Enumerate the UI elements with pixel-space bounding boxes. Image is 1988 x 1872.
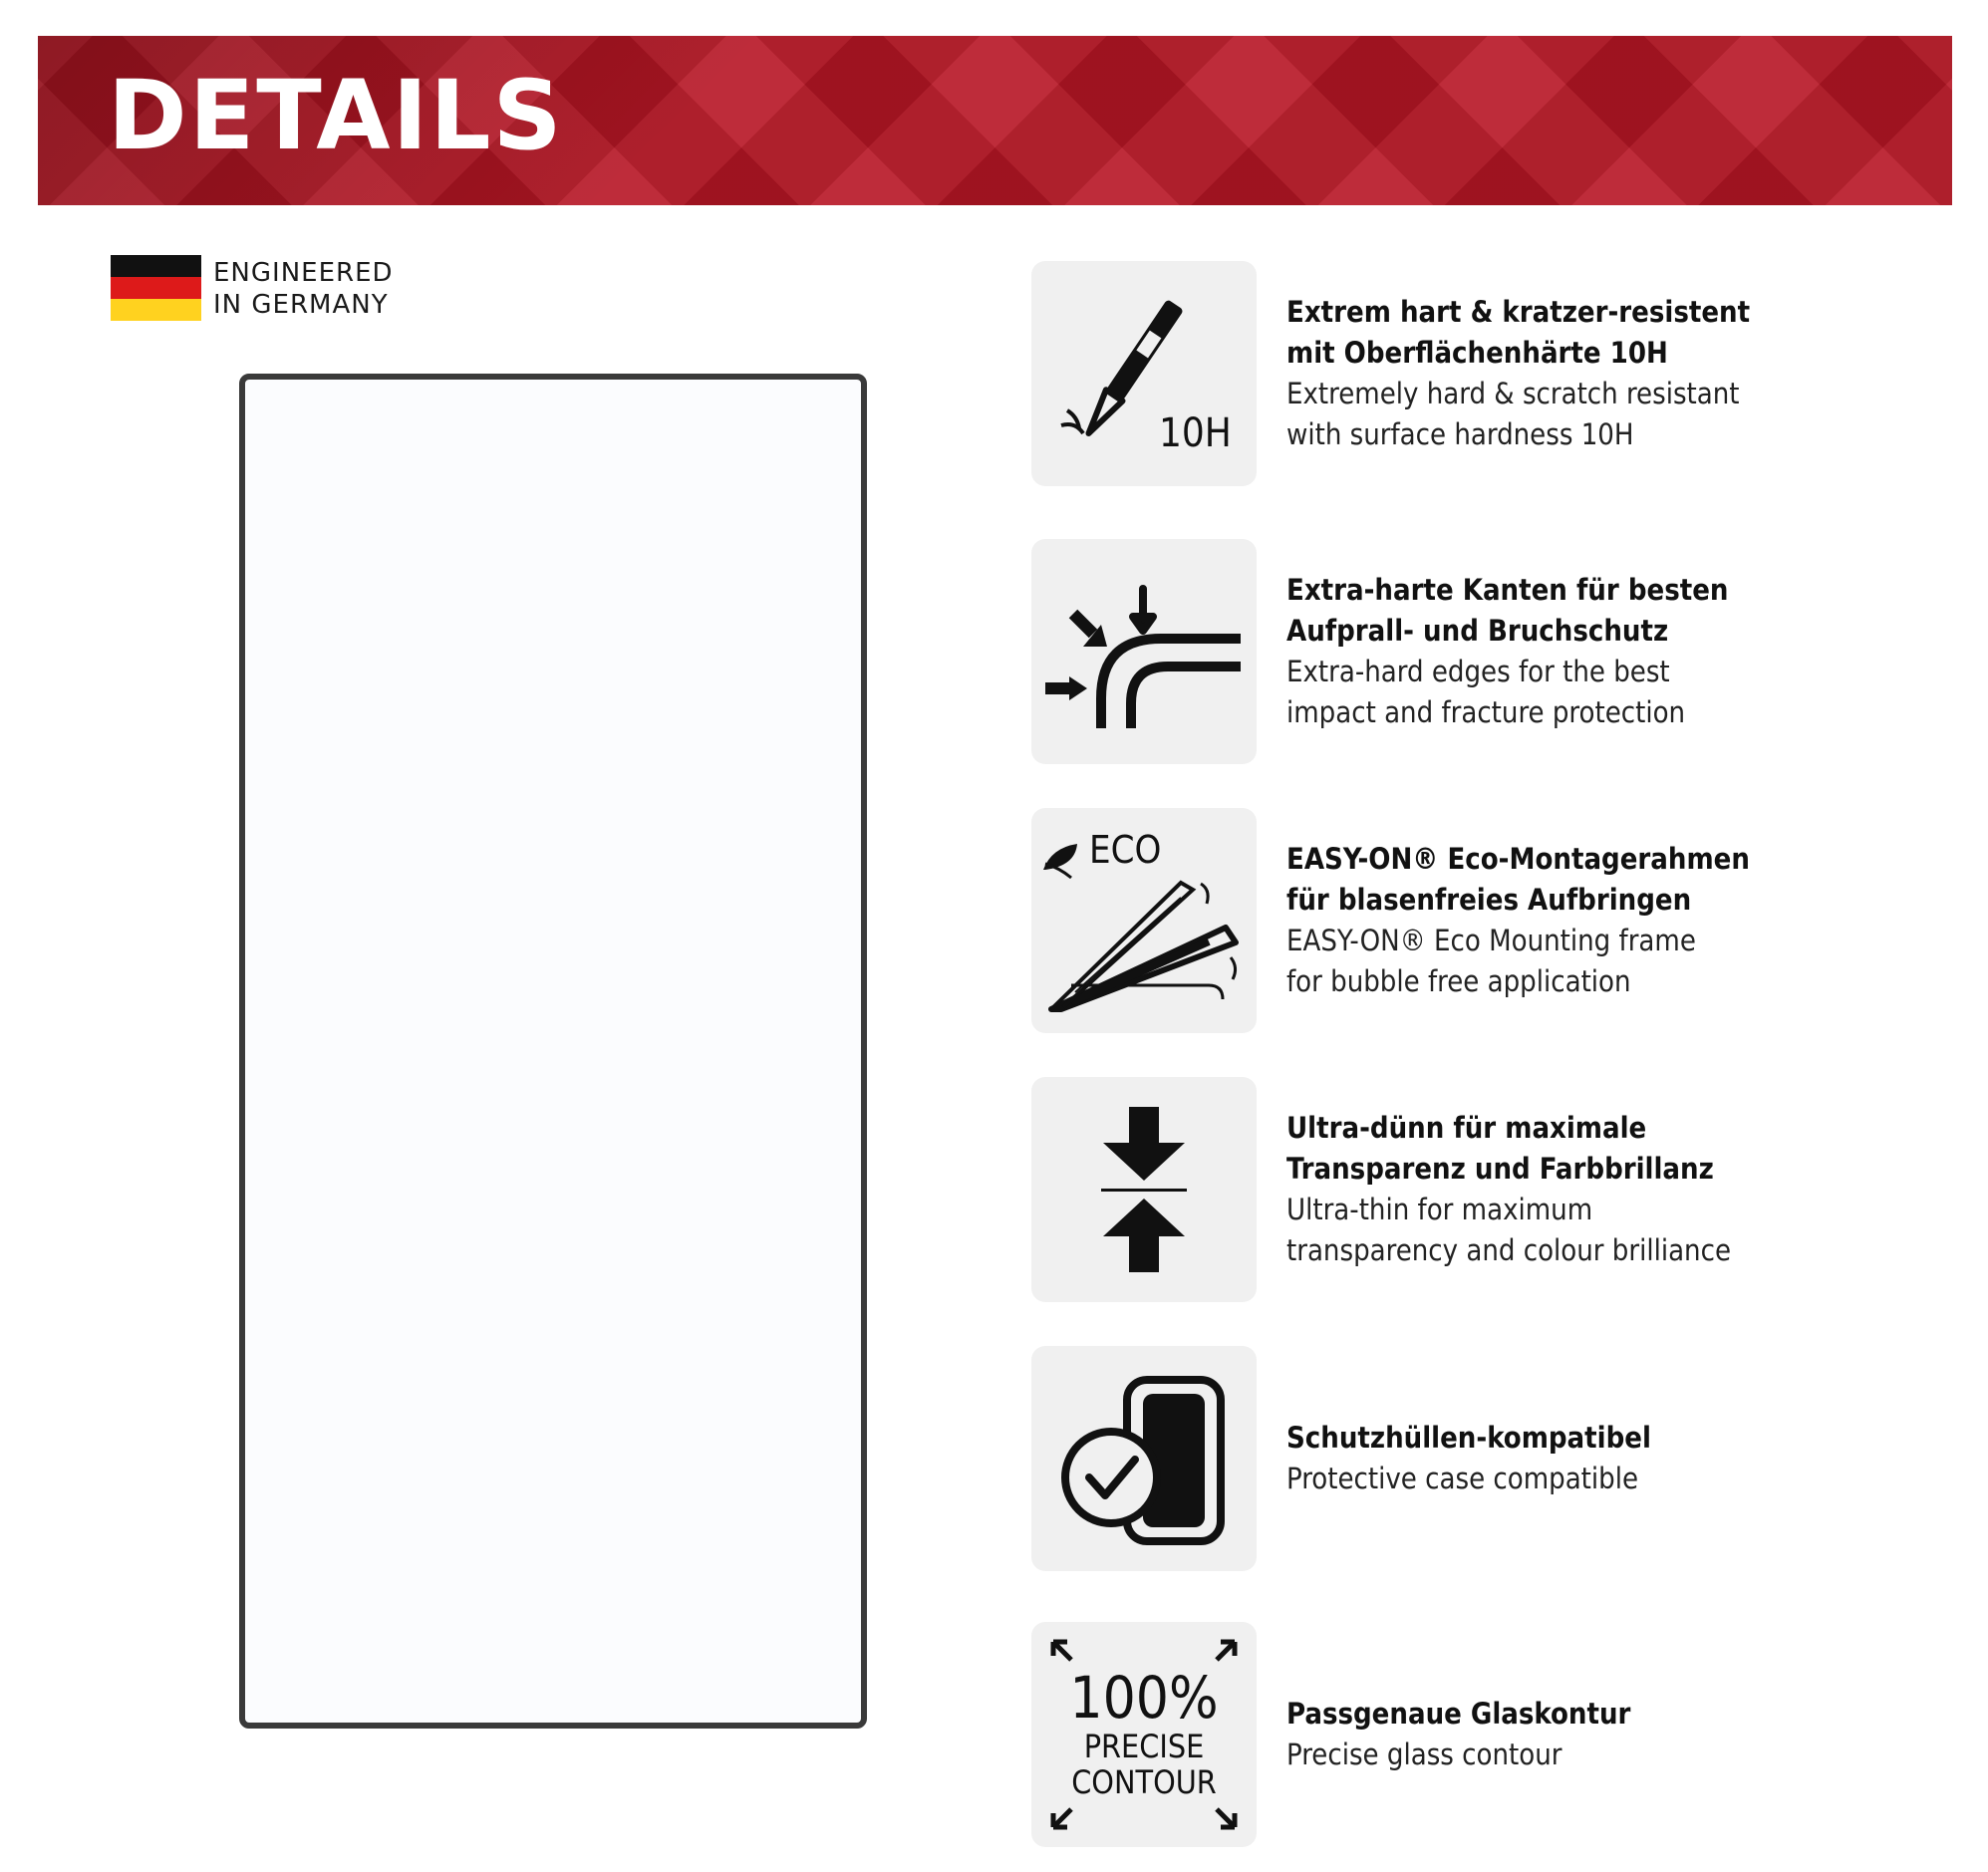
feature-desc-en: with surface hardness 10H — [1286, 417, 1634, 451]
scalpel-icon — [1031, 261, 1257, 486]
case-compatible-check-icon — [1031, 1346, 1257, 1571]
engineered-line-1: ENGINEERED — [213, 258, 394, 288]
feature-desc-en: EASY-ON® Eco Mounting frame — [1286, 924, 1696, 957]
feature-title-de: Schutzhüllen-kompatibel — [1286, 1421, 1651, 1455]
ultra-thin-arrows-icon — [1031, 1077, 1257, 1302]
10h-text: 10H — [1159, 410, 1232, 456]
engineered-line-2: IN GERMANY — [213, 290, 389, 320]
feature-title-de: mit Oberflächenhärte 10H — [1286, 336, 1668, 370]
german-flag-icon — [111, 255, 201, 321]
feature-case-compatible — [1031, 1346, 1789, 1573]
impact-edges-icon — [1031, 539, 1257, 764]
feature-desc-en: Extremely hard & scratch resistant — [1286, 377, 1740, 410]
feature-edges — [1031, 539, 1789, 766]
feature-desc-en: Protective case compatible — [1286, 1462, 1639, 1495]
contour-text: CONTOUR — [1071, 1763, 1217, 1801]
feature-text — [1286, 808, 1805, 1033]
precise-contour-icon — [1031, 1622, 1257, 1847]
feature-desc-en: transparency and colour brilliance — [1286, 1233, 1732, 1267]
feature-text — [1286, 1622, 1805, 1847]
feature-hardness — [1031, 261, 1789, 488]
feature-desc-en: Ultra-thin for maximum — [1286, 1193, 1593, 1226]
feature-desc-en: impact and fracture protection — [1286, 695, 1686, 729]
feature-desc-en: for bubble free application — [1286, 964, 1631, 998]
feature-ultra-thin — [1031, 1077, 1789, 1304]
feature-precise-contour — [1031, 1622, 1789, 1849]
feature-title-de: für blasenfreies Aufbringen — [1286, 883, 1692, 917]
feature-desc-en: Precise glass contour — [1286, 1738, 1562, 1771]
header-banner — [38, 36, 1952, 205]
feature-title-de: Ultra-dünn für maximale — [1286, 1111, 1647, 1145]
precise-text: PRECISE — [1083, 1728, 1205, 1765]
page-title: DETAILS — [108, 60, 564, 171]
feature-text — [1286, 1346, 1805, 1571]
feature-title-de: Transparenz und Farbbrillanz — [1286, 1152, 1714, 1186]
screen-protector-outline — [239, 374, 867, 1729]
feature-text — [1286, 539, 1805, 764]
feature-desc-en: Extra-hard edges for the best — [1286, 655, 1670, 688]
feature-title-de: EASY-ON® Eco-Montagerahmen — [1286, 842, 1750, 876]
feature-easy-on — [1031, 808, 1789, 1035]
feature-title-de: Passgenaue Glaskontur — [1286, 1697, 1631, 1731]
engineered-in-germany-label — [213, 257, 394, 321]
feature-title-de: Aufprall- und Bruchschutz — [1286, 614, 1669, 648]
feature-text — [1286, 1077, 1805, 1302]
eco-text: ECO — [1089, 828, 1162, 872]
feature-title-de: Extrem hart & kratzer-resistent — [1286, 295, 1751, 329]
scalpel-10h-icon — [1031, 261, 1257, 486]
eco-mounting-frame-icon — [1031, 808, 1257, 1033]
feature-text — [1286, 261, 1805, 486]
precise-100-text: 100% — [1069, 1664, 1219, 1732]
feature-title-de: Extra-harte Kanten für besten — [1286, 573, 1729, 607]
